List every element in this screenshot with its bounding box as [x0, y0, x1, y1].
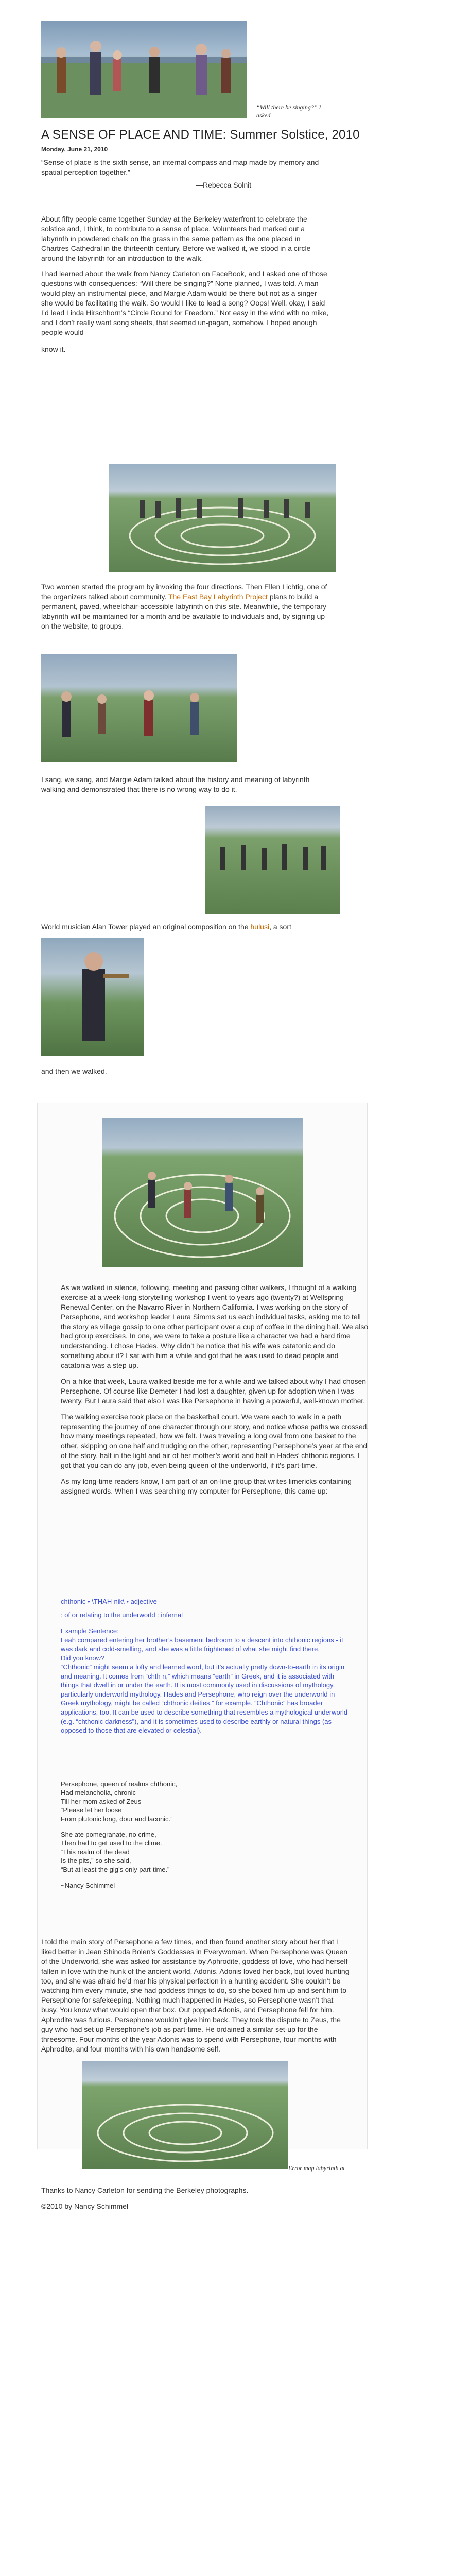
paragraph-hike: On a hike that week, Laura walked beside me for a while and we talked about why I had chosen Persephone. Of course like Demeter I had lost a daughter, given up for adoption when I was twenty. But Laura said that also I was like Persephone in having a powerful, well-known mother.: [61, 1377, 367, 1405]
section-3: [61, 1283, 370, 1502]
dictionary-definition: : of or relating to the underworld : infernal: [61, 1611, 183, 1619]
text-span: , a sort: [269, 923, 291, 931]
paragraph-basketball: The walking exercise took place on the basketball court. We were each to walk in a path representing the journey of one character through our story, and notice whose paths we crossed, how many meetings repeated, how we felt. I was traveling a long oval from one basket to the other, skipping on one half and trudging on the other, representing Persephone’s year at the end of the story, half in the light and air of her mother’s world and half in Hades’ chthonic regions. I got that you can do any job, even being queen of the underworld, if it’s part-time.: [61, 1412, 369, 1470]
bottom-photo-caption: Error map labyrinth at: [288, 2164, 345, 2172]
walkers-photo: [205, 806, 340, 914]
labyrinth-project-link[interactable]: The East Bay Labyrinth Project: [168, 592, 268, 601]
text-span: plans to build a permanent, paved, wheelchair-accessible labyrinth on this site. Meanwhile, the temporary labyrinth will be maintained for a month and be available to individuals and, by signing up on the website, to groups.: [41, 592, 327, 630]
limerick-line: From plutonic long, dour and laconic.”: [61, 1815, 173, 1823]
dictionary-example-label: Example Sentence:: [61, 1627, 119, 1635]
page-title: A SENSE OF PLACE AND TIME: Summer Solstice, 2010: [41, 128, 360, 142]
labyrinth-map-photo: [82, 2061, 288, 2169]
limerick-line: “Please let her loose: [61, 1806, 122, 1814]
post-date: Monday, June 21, 2010: [41, 146, 108, 153]
section-2b: [41, 775, 329, 801]
text-span: Two women started the program by invoking the four directions. Then Ellen Lichtig, one of the organizers talked about community.: [41, 583, 327, 601]
limerick: [61, 1780, 277, 1890]
paragraph-walked: and then we walked.: [41, 1067, 107, 1075]
limerick-line: Till her mom asked of Zeus: [61, 1797, 142, 1805]
header-photo-caption: “Will there be singing?” I asked.: [256, 104, 321, 120]
section-2d: [41, 1066, 329, 1082]
intro-paragraph: About fifty people came together Sunday at the Berkeley waterfront to celebrate the solstice and, I think, to contribute to a sense of place. Volunteers had marked out a labyrinth in powdered chalk on the grass in the same pattern as the one placed in Chartres Cathedral in the thirteenth century. Before we walked it, we stood in a circle around the labyrinth for an introduction to the walk.: [41, 215, 311, 262]
paragraph-adonis: I told the main story of Persephone a few times, and then found another story about her that I liked better in Jean Shinoda Bolen’s Goddesses in Everywoman. When Persephone was Queen of the Underworld, she was asked for assistance by Aphrodite, goddess of love, who had herself fallen in love with the hunk of the ancient world, Adonis. Adonis loved her back, but loved hunting too, and she was afraid he’d mar his physical perfection in a hunting accident. She couldn’t be watching him every minute, she had goddess things to do, so she boxed him up and sent him to Persephone for safekeeping. Nothing much happened in Hades, so Persephone wasn’t that busy. You know what would open that box. Out popped Adonis, and Persephone fell for him. Aphrodite was furious. Persephone wouldn’t give him back. They took the dispute to Zeus, the guy who had set up Persephone’s job as part-time. He ordained a similar set-up for the threesome. Four months of the year Adonis was to spend with Persephone, four months with Aphrodite, and four months with his own handsome self.: [41, 1938, 350, 2053]
dictionary-did-you-know: “Chthonic” might seem a lofty and learned word, but it’s actually pretty down-to-earth in its origin and meaning. It comes from “chth n,” which means “earth” in Greek, and it is associated with things that dwell in or under the earth. It is most commonly used in discussions of mythology, particularly underworld mythology. Hades and Persephone, who reign over the underworld in Greek mythology, might be called “chthonic deities,” for example. “Chthonic” has broader applications, too. It can be used to describe something that resembles a mythological underworld (e.g. “chthonic darkness”), and it is sometimes used to describe earthly or natural things (as opposed to those that are elevated or celestial).: [61, 1663, 348, 1735]
intro-section: [41, 214, 329, 361]
limerick-attribution: ~Nancy Schimmel: [61, 1881, 115, 1889]
paragraph-limerick-intro: As my long-time readers know, I am part of an on-line group that writes limericks containing assigned words. When I was searching my computer for Persephone, this came up:: [61, 1477, 352, 1495]
section-2c: [41, 922, 329, 938]
labyrinth-circle-photo: [109, 464, 336, 572]
dictionary-part-of-speech: • adjective: [126, 1598, 157, 1605]
paragraph-invocation: [41, 582, 329, 631]
limerick-line: “This realm of the dead: [61, 1848, 130, 1856]
limerick-line: Had melancholia, chronic: [61, 1788, 136, 1797]
limerick-line: “But at least the gig’s only part-time.”: [61, 1866, 170, 1874]
header-photo: [41, 21, 247, 118]
paragraph-sang: I sang, we sang, and Margie Adam talked about the history and meaning of labyrinth walking and demonstrated that there is no wrong way to do it.: [41, 775, 310, 793]
epigraph: [41, 158, 329, 190]
musician-photo: [41, 938, 144, 1056]
dictionary-entry: [61, 1597, 349, 1735]
dictionary-pronunciation: • \THAH-nik\: [88, 1598, 125, 1605]
limerick-line: Persephone, queen of realms chthonic,: [61, 1780, 178, 1788]
section-4: [41, 1937, 350, 2060]
section-2: [41, 582, 329, 637]
text-span: World musician Alan Tower played an original composition on the: [41, 923, 251, 931]
dictionary-headword: chthonic: [61, 1598, 86, 1605]
paragraph-musician: [41, 922, 329, 932]
limerick-line: She ate pomegranate, no crime,: [61, 1831, 156, 1839]
limerick-line: Then had to get used to the clime.: [61, 1839, 162, 1848]
dictionary-did-you-know-label: Did you know?: [61, 1654, 105, 1662]
limerick-line: [61, 1823, 277, 1831]
thanks-text: Thanks to Nancy Carleton for sending the Berkeley photographs.: [41, 2186, 249, 2194]
dictionary-example: Leah compared entering her brother’s basement bedroom to a descent into chthonic regions - it was dark and cold-smelling, and she was a little frightened of what she might find there.: [61, 1636, 343, 1653]
copyright-text: ©2010 by Nancy Schimmel: [41, 2201, 129, 2210]
intro-paragraph: know it.: [41, 345, 66, 353]
labyrinth-walk-photo: [102, 1118, 303, 1267]
intro-paragraph: I had learned about the walk from Nancy Carleton on FaceBook, and I asked one of those questions with consequences: “Will there be singing?” None planned, I was told. A man would play an instrumental piece, and Margie Adam would be there but not as a singer—she would be facilitating the walk. So would I like to lead a song? Oops! Well, okay, I said I’d lead Linda Hirschhorn’s “Circle Round for Freedom.” Not easy in the wind with no mike, and I don’t really want song sheets, that seemed un-pagan, somehow. I hoped enough people would: [41, 269, 329, 336]
footer-notes: [41, 2185, 329, 2217]
epigraph-quote: “Sense of place is the sixth sense, an internal compass and map made by memory and spatial perception together.”: [41, 158, 319, 176]
singing-photo: [41, 654, 237, 762]
epigraph-attribution: —Rebecca Solnit: [196, 180, 252, 189]
dictionary-headline: [61, 1597, 349, 1606]
limerick-line: Is the pits,” so she said,: [61, 1857, 131, 1865]
paragraph-walking-exercise: As we walked in silence, following, meeting and passing other walkers, I thought of a walking exercise at a week-long storytelling workshop I went to years ago (twenty?) at Wellspring Renewal Center, on the Navarro River in Northern California. I was working on the story of Persephone, and workshop leader Laura Simms set us each individual tasks, asking me to tell the story as village gossip to one other participant over a cup of coffee in the dining hall. We also had group exercises. In one, we were to take a posture like a character we had a hard time understanding. I chose Hades. Why didn’t he notice that his wife was catatonic and do something about it? I sat with him a while and got that he was used to dead people and catatonia was a step up.: [61, 1283, 369, 1370]
hulusi-link[interactable]: hulusi: [250, 923, 270, 931]
